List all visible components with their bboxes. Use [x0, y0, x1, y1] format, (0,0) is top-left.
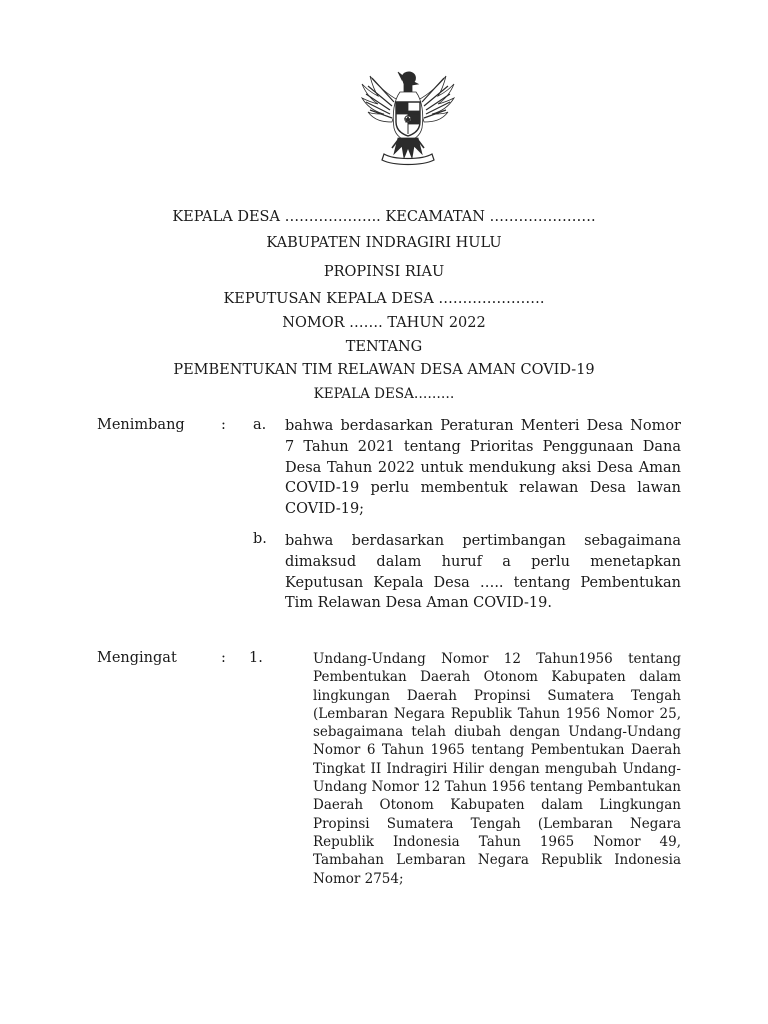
header-line-number-year: NOMOR ……. TAHUN 2022 [282, 315, 486, 331]
document-title: PEMBENTUKAN TIM RELAWAN DESA AMAN COVID-19 [173, 362, 595, 378]
menimbang-item-a-text: bahwa berdasarkan Peraturan Menteri Desa Nomor 7 Tahun 2021 tentang Prioritas Penggunaan Dana Desa Tahun 2022 untuk mendukung aksi Desa Aman COVID-19 perlu membentuk relawan Desa lawan COVID-19; [285, 418, 681, 518]
header-line-tentang: TENTANG [345, 339, 423, 355]
header-line-village-head: KEPALA DESA……… [313, 386, 455, 402]
menimbang-colon: : [221, 417, 226, 433]
menimbang-item-marker-a: a. [253, 417, 267, 433]
garuda-emblem-icon [358, 70, 458, 168]
mengingat-item-marker-1: 1. [249, 650, 263, 666]
header-line-province: PROPINSI RIAU [323, 264, 445, 280]
mengingat-colon: : [221, 650, 226, 666]
menimbang-item-marker-b: b. [253, 531, 267, 547]
mengingat-label: Mengingat [97, 650, 177, 666]
header-line-decree: KEPUTUSAN KEPALA DESA …………………. [223, 291, 545, 307]
menimbang-label: Menimbang [97, 417, 185, 433]
header-line-village-district: KEPALA DESA ……………….. KECAMATAN …………………. [172, 209, 596, 225]
mengingat-item-1-text: Undang-Undang Nomor 12 Tahun1956 tentang Pembentukan Daerah Otonom Kabupaten dalam lingkungan Daerah Propinsi Sumatera Tengah (Lembaran Negara Republik Tahun 1956 Nomor 25, sebagaimana telah diubah dengan Undang-Undang Nomor 6 Tahun 1965 tentang Pembentukan Daerah Tingkat II Indragiri Hilir dengan mengubah Undang-Undang Nomor 12 Tahun 1956 tentang Pembantukan Daerah Otonom Kabupaten dalam Lingkungan Propinsi Sumatera Tengah (Lembaran Negara Republik Indonesia Tahun 1965 Nomor 49, Tambahan Lembaran Negara Republik Indonesia Nomor 2754; [313, 651, 681, 887]
menimbang-item-b-text: bahwa berdasarkan pertimbangan sebagaimana dimaksud dalam huruf a perlu menetapkan Keputusan Kepala Desa ….. tentang Pembentukan Tim Relawan Desa Aman COVID-19. [285, 533, 681, 612]
header-line-regency: KABUPATEN INDRAGIRI HULU [266, 235, 502, 251]
